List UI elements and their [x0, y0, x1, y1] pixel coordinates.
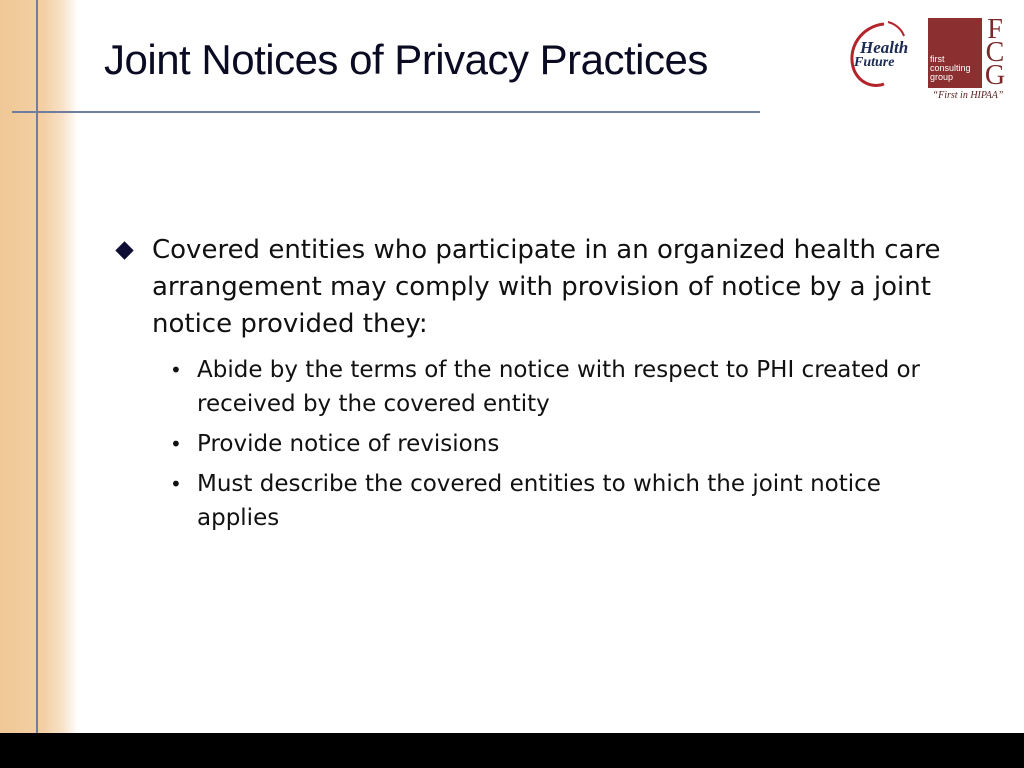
sub-bullet-item [166, 353, 966, 421]
fcg-text-first: first [930, 54, 945, 64]
sub-bullet-text: Must describe the covered entities to which the joint notice applies [197, 471, 881, 531]
main-bullet [116, 232, 966, 343]
fcg-logo [928, 14, 1006, 101]
dot-bullet-icon: • [170, 432, 182, 456]
fcg-red-block [928, 18, 982, 88]
health-future-line2: Future [854, 55, 895, 70]
sub-bullet-text: Abide by the terms of the notice with respect to PHI created or received by the covered entity [197, 357, 921, 417]
sub-bullet-list [116, 353, 966, 535]
fcg-letter-g: G [984, 60, 1006, 91]
dot-bullet-icon: • [170, 358, 182, 382]
sub-bullet-text: Provide notice of revisions [197, 431, 500, 457]
fcg-tagline: “First in HIPAA” [932, 90, 1004, 101]
fcg-text-group: group [930, 72, 954, 82]
dot-bullet-icon: • [170, 472, 182, 496]
diamond-bullet-icon [115, 241, 133, 259]
fcg-small-text [930, 55, 980, 82]
fcg-text-consulting: consulting [930, 63, 971, 73]
fcg-letter-c: C [985, 37, 1005, 68]
bottom-black-bar [0, 733, 1024, 768]
slide-title: Joint Notices of Privacy Practices [104, 36, 708, 83]
left-decorative-band [0, 0, 78, 733]
sub-bullet-item [166, 427, 966, 461]
fcg-letter-f: F [987, 14, 1003, 45]
health-future-line1: Health [860, 38, 909, 57]
main-bullet-text: Covered entities who participate in an organized health care arrangement may comply with provision of notice by a joint notice provided they: [152, 235, 941, 339]
health-future-logo [844, 18, 914, 92]
title-underline-rule [12, 111, 760, 113]
sub-bullet-item [166, 467, 966, 535]
slide-content [116, 232, 966, 541]
